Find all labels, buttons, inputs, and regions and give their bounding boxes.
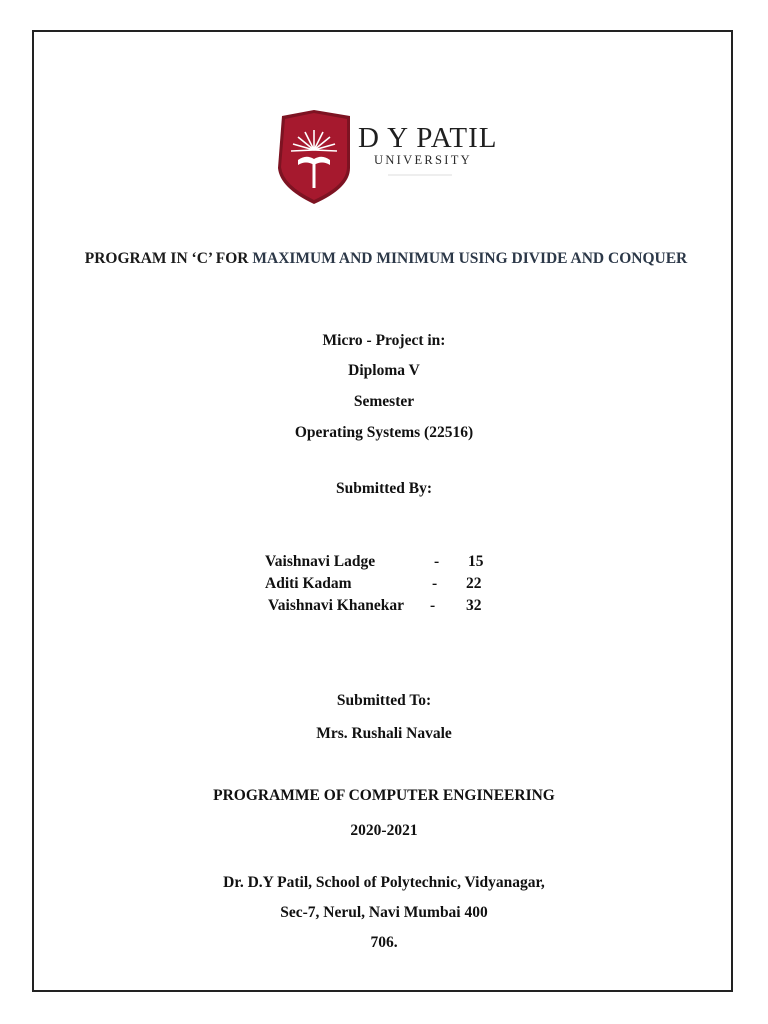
address-line-2: Sec-7, Nerul, Navi Mumbai 400 [280,904,488,921]
address-line-3: 706. [370,934,398,951]
project-line-2: Diploma V [348,362,420,379]
address-line-1: Dr. D.Y Patil, School of Polytechnic, Vidyanagar, [223,874,545,891]
member-roll: 15 [468,553,484,570]
member-name: Vaishnavi Ladge [265,553,376,570]
project-line-3: Semester [353,393,415,410]
shield-emblem-icon [276,108,356,208]
university-name: D Y PATIL [358,122,498,154]
submitted-to-label: Submitted To: [336,692,432,709]
title-rest: MAXIMUM AND MINIMUM USING DIVIDE AND CONQUER [248,250,688,267]
member-dash: - [430,597,436,614]
title-prefix: PROGRAM IN ‘C’ FOR [84,250,249,267]
academic-year: 2020-2021 [350,822,418,839]
member-name: Vaishnavi Khanekar [268,597,404,614]
member-dash: - [432,575,438,592]
member-roll: 22 [466,575,482,592]
project-line-1: Micro - Project in: [322,332,446,349]
programme-name: PROGRAMME OF COMPUTER ENGINEERING [213,787,555,804]
submitted-by-label: Submitted By: [335,480,433,497]
subject-line: Operating Systems (22516) [294,424,474,441]
member-roll: 32 [466,597,482,614]
document-title [80,248,692,269]
logo-tagline-mark [388,174,452,176]
member-name: Aditi Kadam [265,575,352,592]
university-subtitle: UNIVERSITY [374,153,472,167]
member-dash: - [434,553,440,570]
guide-name: Mrs. Rushali Navale [316,725,452,742]
university-logo [276,108,498,208]
